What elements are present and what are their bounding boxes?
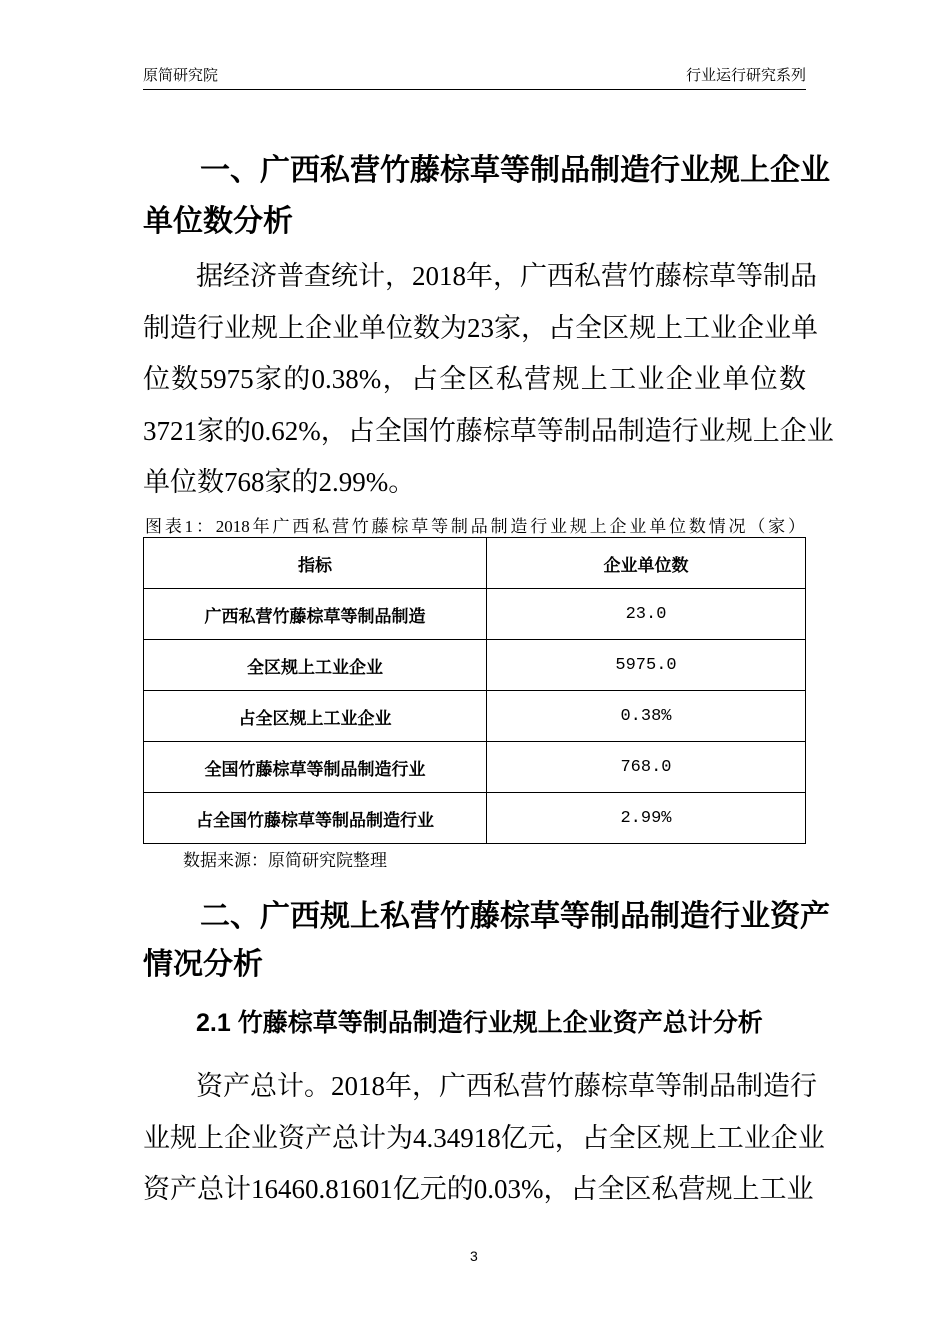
header-cell: 企业单位数 <box>487 538 806 589</box>
enterprise-count-table <box>143 537 806 844</box>
header-left: 原简研究院 <box>143 67 219 84</box>
table-row <box>144 742 806 793</box>
table-row <box>144 691 806 742</box>
value-cell: 768.0 <box>487 742 806 793</box>
para1-line: 单位数768家的2.99%。 <box>143 467 416 497</box>
table-source: 数据来源：原简研究院整理 <box>183 851 387 870</box>
value-cell: 5975.0 <box>487 640 806 691</box>
indicator-cell: 占全区规上工业企业 <box>144 691 487 742</box>
table-row <box>144 640 806 691</box>
para2-line: 资产总计。2018年，广西私营竹藤棕草等制品制造行 <box>196 1071 817 1101</box>
value-cell: 23.0 <box>487 589 806 640</box>
para2-line: 资产总计16460.81601亿元的0.03%，占全区私营规上工业 <box>143 1174 814 1204</box>
table-row <box>144 589 806 640</box>
value-cell: 0.38% <box>487 691 806 742</box>
para2-line: 业规上企业资产总计为4.34918亿元，占全区规上工业企业 <box>143 1123 825 1153</box>
para1-line: 3721家的0.62%，占全国竹藤棕草等制品制造行业规上企业 <box>143 416 834 446</box>
section1-title-line2: 单位数分析 <box>143 205 293 238</box>
indicator-cell: 占全国竹藤棕草等制品制造行业 <box>144 793 487 844</box>
value-cell: 2.99% <box>487 793 806 844</box>
para1-line: 据经济普查统计，2018年，广西私营竹藤棕草等制品 <box>196 261 817 291</box>
para1-line: 位数5975家的0.38%，占全区私营规上工业企业单位数 <box>143 364 806 394</box>
table-caption: 图表1：2018年广西私营竹藤棕草等制品制造行业规上企业单位数情况（家） <box>145 517 805 536</box>
para1-line: 制造行业规上企业单位数为23家，占全区规上工业企业单 <box>143 313 818 343</box>
table-header-row <box>144 538 806 589</box>
indicator-cell: 全区规上工业企业 <box>144 640 487 691</box>
table-row <box>144 793 806 844</box>
header-cell: 指标 <box>144 538 487 589</box>
page-number: 3 <box>470 1248 478 1264</box>
section2-title-line1: 二、广西规上私营竹藤棕草等制品制造行业资产 <box>200 900 830 933</box>
section2-title-line2: 情况分析 <box>143 948 263 981</box>
indicator-cell: 全国竹藤棕草等制品制造行业 <box>144 742 487 793</box>
header-right: 行业运行研究系列 <box>685 67 806 84</box>
section2-subtitle: 2.1 竹藤棕草等制品制造行业规上企业资产总计分析 <box>196 1009 763 1037</box>
section1-title-line1: 一、广西私营竹藤棕草等制品制造行业规上企业 <box>200 154 830 187</box>
header-divider <box>143 89 806 90</box>
indicator-cell: 广西私营竹藤棕草等制品制造 <box>144 589 487 640</box>
